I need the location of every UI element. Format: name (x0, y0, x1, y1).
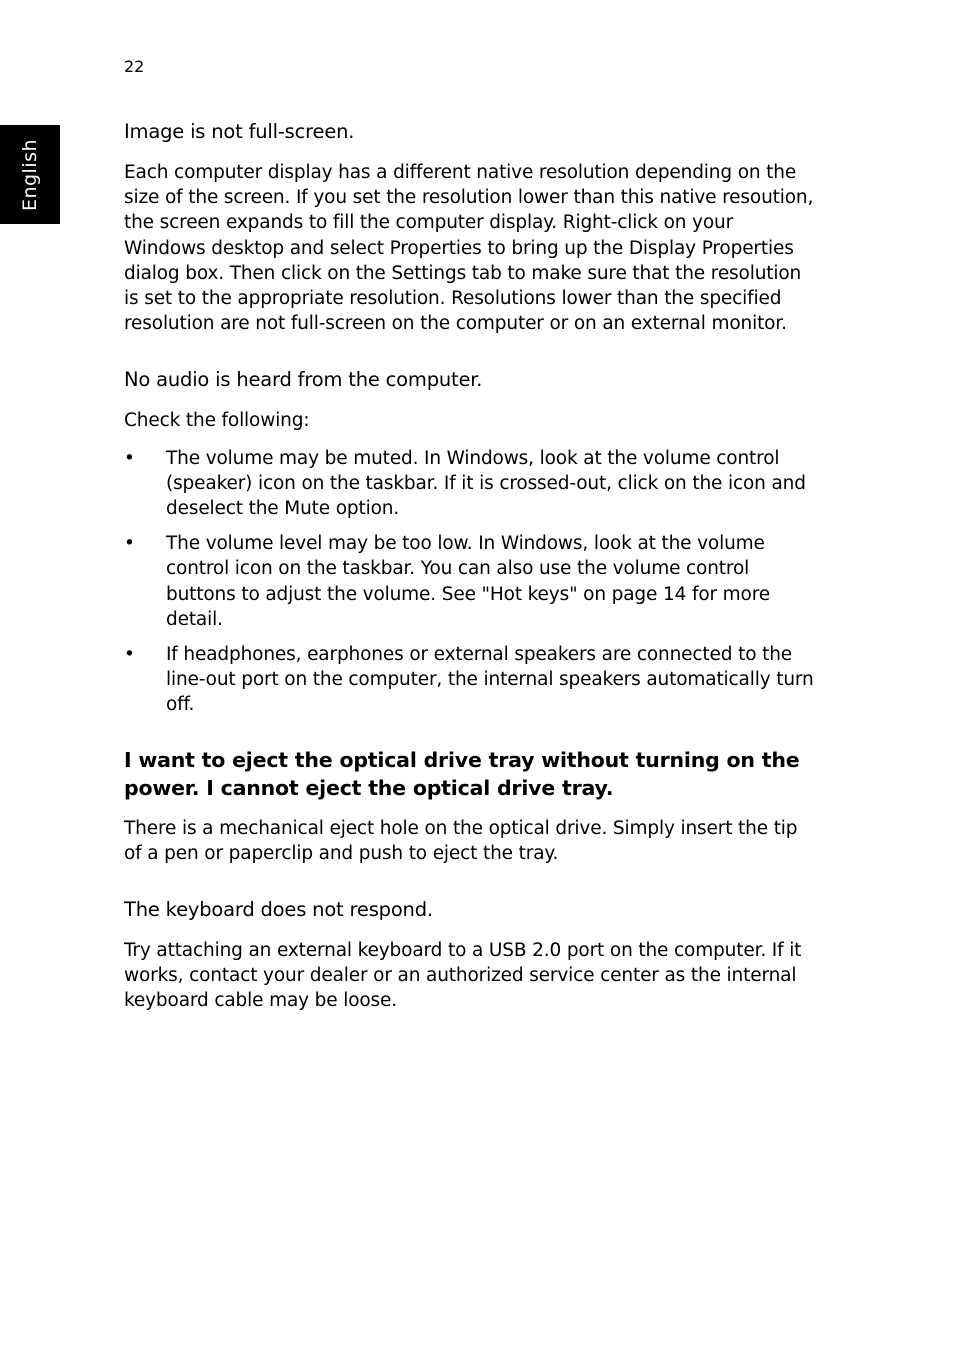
section-lead: Check the following: (124, 410, 310, 432)
body-text: Each computer display has a different native resolution depending on the size of the screen. If you set the resolution lower than this native resoution, the screen expands to fill the computer display. Right-click on your Windows desktop and select Properties to bring up the (124, 162, 814, 259)
section-heading: The keyboard does not respond. (124, 898, 433, 922)
body-text: dialog box. Then click on the Settings tab to make sure that the resolution is set to the appropriate resolution. Resolutions lower than the specified resolution are not full-screen on the computer or on an external monitor. (124, 262, 802, 335)
list-item-text: The volume level may be too low. In Windows, look at the volume control icon on the taskbar. You can also use the volume control buttons to adjust the volume. See "Hot keys" on page 14 for more detail. (166, 533, 770, 630)
section-body: Try attaching an external keyboard to a USB 2.0 port on the computer. If it works, contact your dealer or an authorized service center as the internal keyboard cable may be loose. (124, 940, 802, 1012)
section-eject-optical-drive (124, 746, 814, 866)
bullet-icon: • (124, 447, 135, 469)
list-item (124, 642, 814, 718)
section-body: There is a mechanical eject hole on the optical drive. Simply insert the tip of a pen or paperclip and push to eject the tray. (124, 817, 798, 864)
page-content (124, 118, 814, 1044)
section-image-not-full-screen (124, 118, 814, 336)
section-keyboard-not-responding (124, 896, 814, 1014)
page-number: 22 (124, 57, 145, 76)
language-tab-label: English (19, 138, 41, 212)
section-heading: I want to eject the optical drive tray without turning on the power. I cannot eject the optical drive tray. (124, 747, 800, 800)
section-heading: Image is not full-screen. (124, 120, 355, 143)
list-item-text: If headphones, earphones or external speakers are connected to the line-out port on the computer, the internal speakers automatically turn off. (166, 644, 814, 716)
section-no-audio (124, 366, 814, 717)
language-side-tab (0, 125, 60, 224)
dialog-name: Display Properties (628, 237, 794, 259)
list-item (124, 446, 814, 522)
list-item-text: The volume may be muted. In Windows, look at the volume control (speaker) icon on the taskbar. If it is crossed-out, click on the icon and deselect the Mute option. (166, 447, 806, 520)
section-heading: No audio is heard from the computer. (124, 368, 483, 392)
section-body (124, 160, 814, 336)
checklist (124, 446, 814, 718)
bullet-icon: • (124, 533, 135, 555)
bullet-icon: • (124, 644, 135, 666)
list-item (124, 531, 814, 632)
